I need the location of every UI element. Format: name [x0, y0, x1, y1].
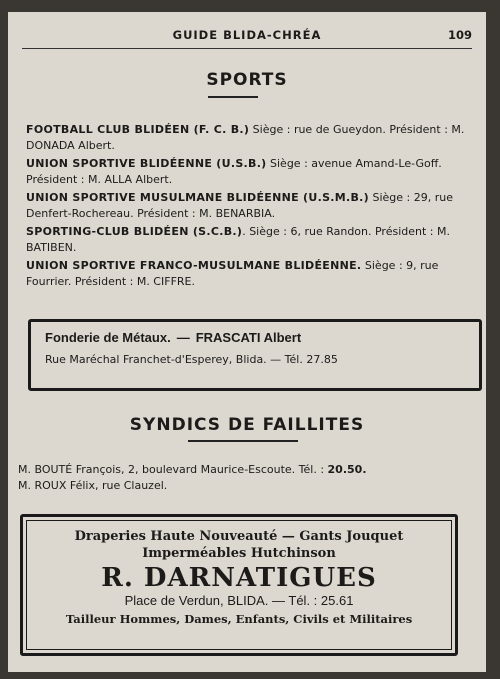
darnatigues-line-1: Draperies Haute Nouveauté — Gants Jouquet [74, 529, 404, 544]
ad-inner-frame [26, 520, 452, 650]
darnatigues-address: Place de Verdun, BLIDA. — Tél. : 25.61 [124, 593, 354, 608]
club-details: Siège : rue de Gueydon. Président : M. DONADA Albert. [26, 123, 465, 152]
club-details: . Siège : 6, rue Randon. Président : M. BATIBEN. [26, 225, 450, 254]
club-details: Siège : 9, rue Fourrier. Président : M. CIFFRE. [26, 259, 439, 288]
club-entry [26, 122, 468, 153]
syndic-entry [18, 462, 476, 478]
syndic-entry-phone: 20.50. [327, 463, 367, 476]
darnatigues-advertisement [20, 514, 458, 656]
page-number: 109 [447, 28, 472, 42]
club-details: Siège : 29, rue Denfert-Rochereau. Président : M. BENARBIA. [26, 191, 454, 220]
document-page [8, 12, 486, 672]
club-entry [26, 258, 468, 289]
sports-heading: SPORTS [206, 70, 288, 90]
frascati-business: Fonderie de Métaux. [45, 330, 171, 345]
frascati-address: Rue Maréchal Franchet-d'Esperey, Blida. — Tél. 27.85 [45, 353, 338, 366]
frascati-separator: — [176, 330, 190, 345]
page-header [22, 22, 472, 49]
frascati-owner: FRASCATI Albert [195, 330, 302, 345]
club-entry [26, 156, 468, 187]
darnatigues-name: R. DARNATIGUES [101, 563, 377, 593]
sports-heading-rule [208, 96, 258, 98]
running-title: GUIDE BLIDA-CHRÉA [172, 28, 322, 42]
club-details: Siège : avenue Amand-Le-Goff. Président : M. ALLA Albert. [26, 157, 442, 186]
club-name: UNION SPORTIVE FRANCO-MUSULMANE BLIDÉENNE. [26, 259, 362, 272]
club-name: UNION SPORTIVE BLIDÉENNE (U.S.B.) [26, 157, 267, 170]
syndic-entry: M. ROUX Félix, rue Clauzel. [18, 479, 168, 492]
darnatigues-services: Tailleur Hommes, Dames, Enfants, Civils et Militaires [65, 612, 413, 626]
darnatigues-line-2: Imperméables Hutchinson [142, 546, 336, 561]
club-name: FOOTBALL CLUB BLIDÉEN (F. C. B.) [26, 123, 250, 136]
club-entry [26, 190, 468, 221]
sports-club-list [26, 122, 468, 292]
frascati-headline [45, 330, 465, 345]
syndics-heading: SYNDICS DE FAILLITES [129, 415, 365, 435]
frascati-advertisement [28, 319, 482, 391]
syndic-entry-text: M. BOUTÉ François, 2, boulevard Maurice-Escoute. Tél. : [18, 463, 328, 476]
syndics-list [18, 462, 476, 494]
syndics-heading-rule [188, 440, 298, 442]
club-name: SPORTING-CLUB BLIDÉEN (S.C.B.) [26, 225, 243, 238]
club-entry [26, 224, 468, 255]
club-name: UNION SPORTIVE MUSULMANE BLIDÉENNE (U.S.M.B.) [26, 191, 369, 204]
